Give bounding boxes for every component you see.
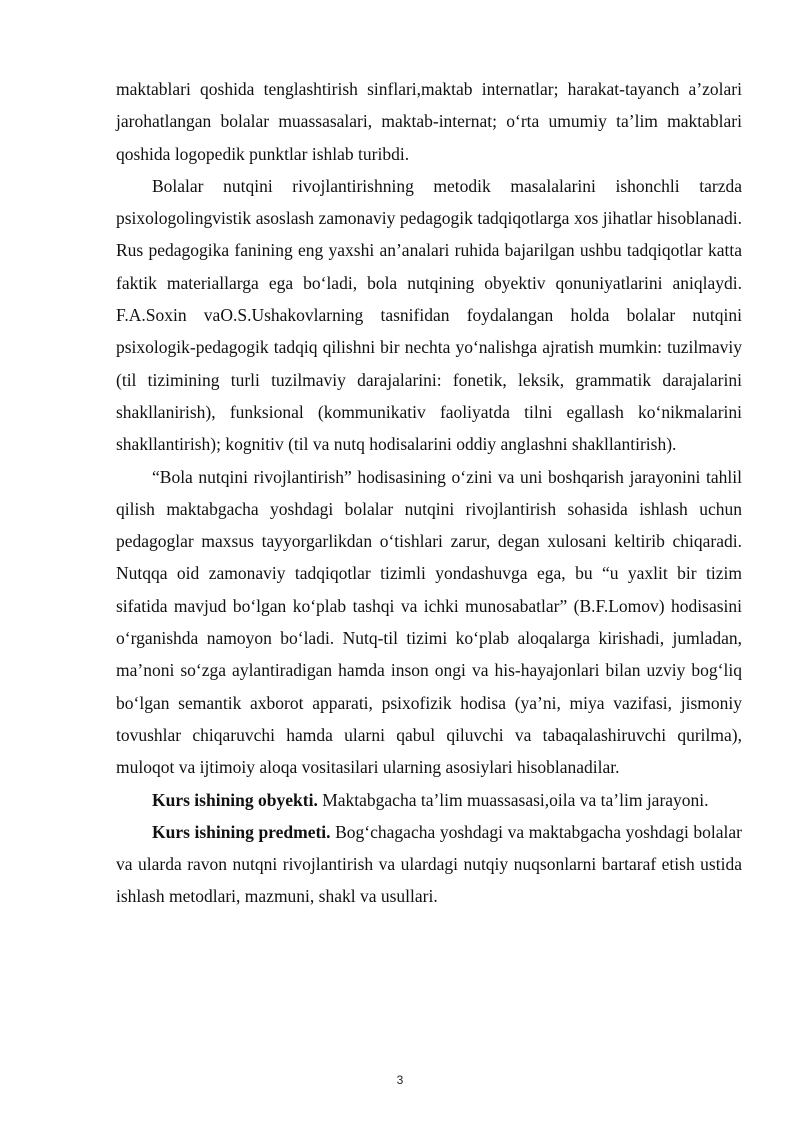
page-body	[116, 73, 742, 913]
paragraph-speech-development: “Bola nutqini rivojlantirish” hodisasining o‘zini va uni boshqarish jarayonini tahlil qilish maktabgacha yoshdagi bolalar nutqini rivojlantirish sohasida ishlash uchun pedagoglar maxsus tayyorgarlikdan o‘tishlari zarur, degan xulosani keltirib chiqaradi. Nutqqa oid zamonaviy tadqiqotlar tizimli yondashuvga ega, bu “u yaxlit bir tizim sifatida mavjud bo‘lgan ko‘plab tashqi va ichki munosabatlar” (B.F.Lomov) hodisasini o‘rganishda namoyon bo‘ladi. Nutq-til tizimi ko‘plab aloqalarga kirishadi, jumladan, ma’noni so‘zga aylantiradigan hamda inson ongi va his-hayajonlari bilan uzviy bog‘liq bo‘lgan semantik axborot apparati, psixofizik hodisa (ya’ni, miya vazifasi, jismoniy tovushlar chiqaruvchi hamda ularni qabul qiluvchi va tabaqalashiruvchi qurilma), muloqot va ijtimoiy aloqa vositasilari ularning asosiylari hisoblanadilar.	[116, 466, 742, 778]
course-subject-text: Bog‘chagacha yoshdagi va maktabgacha yoshdagi bolalar va ularda ravon nutqni rivojlantirish va ulardagi nutqiy nuqsonlarni bartaraf etish ustida ishlash metodlari, mazmuni, shakl va usullari.	[116, 821, 742, 907]
paragraph-continuation: maktablari qoshida tenglashtirish sinflari,maktab internatlar; harakat-tayanch a’zolari jarohatlangan bolalar muassasalari, maktab-internat; o‘rta umumiy ta’lim maktablari qoshida logopedik punktlar ishlab turibdi.	[116, 79, 742, 164]
course-subject-label: Kurs ishining predmeti.	[152, 821, 331, 842]
course-object-label: Kurs ishining obyekti.	[152, 789, 318, 810]
paragraph-course-subject	[116, 816, 742, 913]
course-object-text: Maktabgacha ta’lim muassasasi,oila va ta’lim jarayoni.	[317, 789, 709, 810]
paragraph-course-object	[116, 784, 742, 816]
page-number: 3	[396, 1073, 404, 1087]
paragraph-methodology: Bolalar nutqini rivojlantirishning metodik masalalarini ishonchli tarzda psixologolingvistik asoslash zamonaviy pedagogik tadqiqotlarga xos jihatlar hisoblanadi. Rus pedagogika fanining eng yaxshi an’analari ruhida bajarilgan ushbu tadqiqotlar katta faktik materiallarga ega bo‘ladi, bola nutqining obyektiv qonuniyatlarini aniqlaydi. F.A.Soxin vaO.S.Ushakovlarning tasnifidan foydalangan holda bolalar nutqini psixologik-pedagogik tadqiq qilishni bir nechta yo‘nalishga ajratish mumkin: tuzilmaviy (til tizimining turli tuzilmaviy darajalarini: fonetik, leksik, grammatik darajalarini shakllanirish), funksional (kommunikativ faoliyatda tilni egallash ko‘nikmalarini shakllantirish); kognitiv (til va nutq hodisalarini oddiy anglashni shakllantirish).	[116, 175, 742, 455]
